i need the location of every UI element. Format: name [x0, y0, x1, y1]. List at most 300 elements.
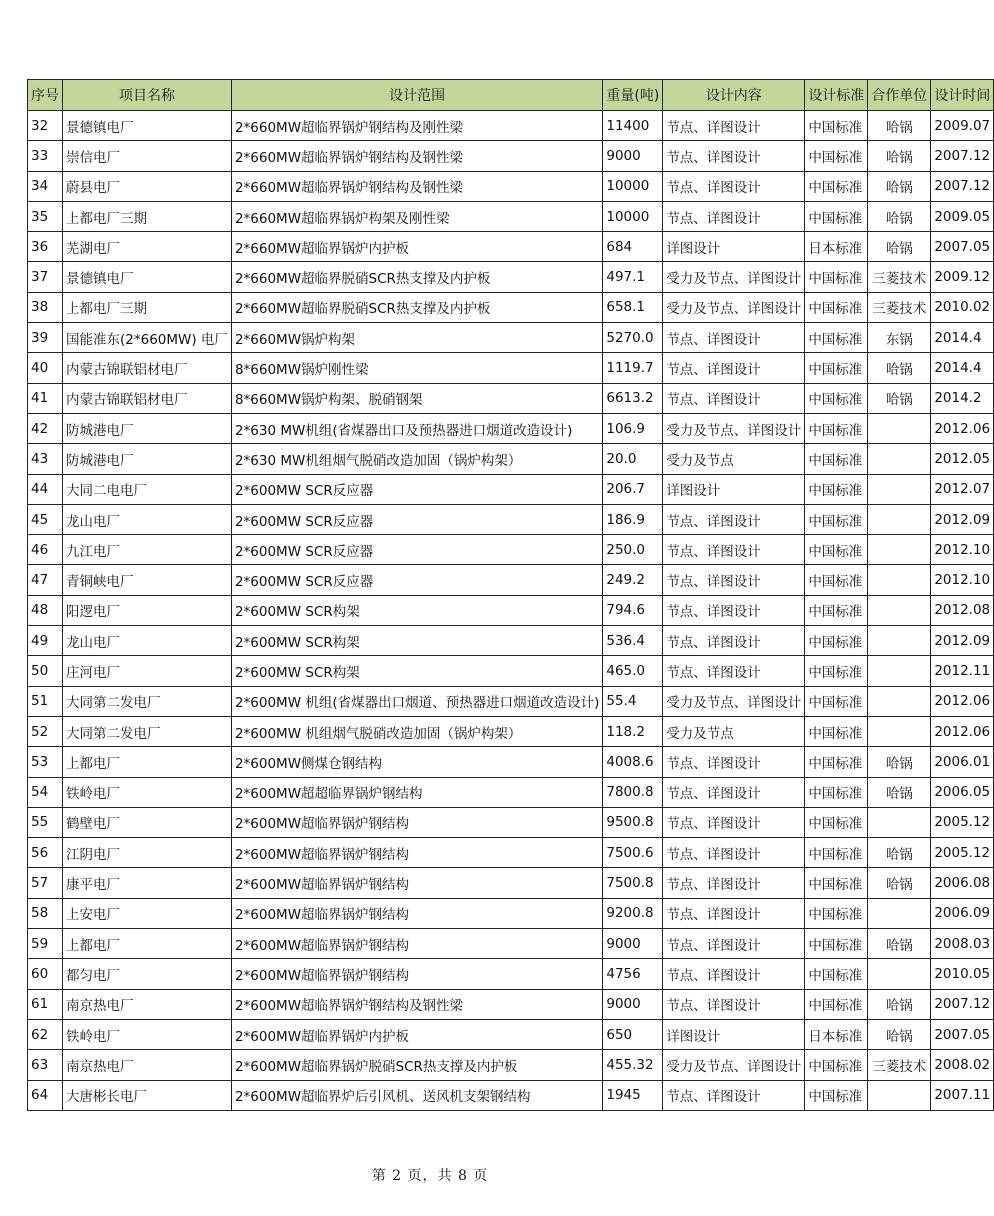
cell-design-scope: 2*600MW超临界锅炉钢结构 [231, 807, 602, 837]
cell-project-name: 崇信电厂 [63, 141, 232, 171]
cell-design-content: 受力及节点、详图设计 [663, 686, 805, 716]
cell-design-scope: 2*600MW 机组烟气脱硝改造加固（锅炉构架） [231, 716, 602, 746]
cell-no: 34 [28, 171, 63, 201]
cell-weight: 118.2 [603, 716, 663, 746]
cell-no: 54 [28, 777, 63, 807]
cell-partner [868, 565, 931, 595]
cell-weight: 106.9 [603, 413, 663, 443]
cell-design-scope: 2*600MW超临界炉后引风机、送风机支架钢结构 [231, 1080, 602, 1110]
cell-no: 33 [28, 141, 63, 171]
cell-no: 61 [28, 989, 63, 1019]
cell-weight: 206.7 [603, 474, 663, 504]
cell-partner [868, 1080, 931, 1110]
cell-no: 51 [28, 686, 63, 716]
cell-design-standard: 中国标准 [805, 111, 868, 141]
cell-design-content: 受力及节点、详图设计 [663, 262, 805, 292]
cell-weight: 497.1 [603, 262, 663, 292]
table-row [28, 292, 994, 322]
cell-no: 40 [28, 353, 63, 383]
cell-design-content: 节点、详图设计 [663, 898, 805, 928]
cell-project-name: 防城港电厂 [63, 444, 232, 474]
cell-project-name: 上都电厂三期 [63, 292, 232, 322]
table-row [28, 929, 994, 959]
table-row [28, 1080, 994, 1110]
cell-design-content: 受力及节点、详图设计 [663, 1050, 805, 1080]
cell-project-name: 防城港电厂 [63, 413, 232, 443]
cell-design-scope: 2*630 MW机组烟气脱硝改造加固（锅炉构架） [231, 444, 602, 474]
cell-design-content: 节点、详图设计 [663, 1080, 805, 1110]
cell-design-standard: 中国标准 [805, 504, 868, 534]
cell-weight: 6613.2 [603, 383, 663, 413]
cell-weight: 7500.8 [603, 868, 663, 898]
cell-design-scope: 2*660MW超临界脱硝SCR热支撑及内护板 [231, 292, 602, 322]
cell-design-date: 2009.05 [931, 201, 994, 231]
cell-design-content: 节点、详图设计 [663, 747, 805, 777]
cell-design-date: 2012.08 [931, 595, 994, 625]
cell-weight: 1119.7 [603, 353, 663, 383]
cell-design-content: 详图设计 [663, 474, 805, 504]
cell-design-date: 2012.10 [931, 565, 994, 595]
cell-weight: 186.9 [603, 504, 663, 534]
cell-weight: 536.4 [603, 626, 663, 656]
cell-design-scope: 2*630 MW机组(省煤器出口及预热器进口烟道改造设计) [231, 413, 602, 443]
cell-design-scope: 2*660MW超临界锅炉钢结构及刚性梁 [231, 111, 602, 141]
cell-no: 58 [28, 898, 63, 928]
cell-design-date: 2007.11 [931, 1080, 994, 1110]
cell-design-date: 2007.05 [931, 232, 994, 262]
cell-design-standard: 中国标准 [805, 141, 868, 171]
cell-no: 41 [28, 383, 63, 413]
cell-partner: 哈锅 [868, 989, 931, 1019]
cell-weight: 249.2 [603, 565, 663, 595]
cell-design-date: 2006.08 [931, 868, 994, 898]
cell-project-name: 蔚县电厂 [63, 171, 232, 201]
table-row [28, 656, 994, 686]
table-row [28, 535, 994, 565]
cell-project-name: 龙山电厂 [63, 626, 232, 656]
cell-design-standard: 中国标准 [805, 656, 868, 686]
cell-design-date: 2008.03 [931, 929, 994, 959]
cell-design-date: 2009.07 [931, 111, 994, 141]
table-row [28, 141, 994, 171]
cell-weight: 55.4 [603, 686, 663, 716]
cell-design-scope: 2*600MW SCR反应器 [231, 535, 602, 565]
cell-design-scope: 2*660MW超临界脱硝SCR热支撑及内护板 [231, 262, 602, 292]
cell-no: 42 [28, 413, 63, 443]
cell-design-standard: 中国标准 [805, 535, 868, 565]
cell-design-standard: 中国标准 [805, 383, 868, 413]
cell-project-name: 庄河电厂 [63, 656, 232, 686]
cell-design-content: 受力及节点 [663, 444, 805, 474]
cell-partner: 哈锅 [868, 747, 931, 777]
cell-design-standard: 中国标准 [805, 323, 868, 353]
cell-design-standard: 中国标准 [805, 716, 868, 746]
table-row [28, 474, 994, 504]
cell-design-date: 2012.11 [931, 656, 994, 686]
cell-design-content: 节点、详图设计 [663, 807, 805, 837]
project-table [27, 79, 994, 1111]
cell-design-standard: 日本标准 [805, 1019, 868, 1049]
table-row [28, 413, 994, 443]
cell-weight: 455.32 [603, 1050, 663, 1080]
cell-project-name: 上都电厂 [63, 747, 232, 777]
cell-partner [868, 626, 931, 656]
cell-partner: 三菱技术 [868, 262, 931, 292]
cell-design-scope: 2*600MW超临界锅炉钢结构 [231, 838, 602, 868]
cell-no: 36 [28, 232, 63, 262]
table-row [28, 232, 994, 262]
cell-design-date: 2014.4 [931, 323, 994, 353]
cell-weight: 7500.6 [603, 838, 663, 868]
cell-design-standard: 中国标准 [805, 262, 868, 292]
cell-design-scope: 2*600MW SCR反应器 [231, 504, 602, 534]
table-row [28, 444, 994, 474]
cell-design-content: 节点、详图设计 [663, 171, 805, 201]
cell-design-standard: 中国标准 [805, 413, 868, 443]
cell-design-scope: 2*660MW超临界锅炉内护板 [231, 232, 602, 262]
table-row [28, 777, 994, 807]
cell-no: 50 [28, 656, 63, 686]
cell-design-scope: 2*600MW SCR反应器 [231, 565, 602, 595]
cell-weight: 1945 [603, 1080, 663, 1110]
cell-design-standard: 中国标准 [805, 838, 868, 868]
cell-design-scope: 2*600MW超临界锅炉脱硝SCR热支撑及内护板 [231, 1050, 602, 1080]
cell-project-name: 大唐彬长电厂 [63, 1080, 232, 1110]
cell-partner: 三菱技术 [868, 292, 931, 322]
cell-no: 39 [28, 323, 63, 353]
cell-design-standard: 中国标准 [805, 686, 868, 716]
cell-weight: 11400 [603, 111, 663, 141]
cell-no: 62 [28, 1019, 63, 1049]
cell-design-content: 节点、详图设计 [663, 111, 805, 141]
table-row [28, 807, 994, 837]
cell-project-name: 康平电厂 [63, 868, 232, 898]
header-design-date: 设计时间 [931, 80, 994, 111]
cell-design-date: 2006.01 [931, 747, 994, 777]
cell-design-standard: 中国标准 [805, 595, 868, 625]
cell-partner [868, 716, 931, 746]
cell-project-name: 南京热电厂 [63, 1050, 232, 1080]
cell-partner [868, 959, 931, 989]
table-row [28, 1050, 994, 1080]
cell-project-name: 内蒙古锦联铝材电厂 [63, 353, 232, 383]
cell-no: 49 [28, 626, 63, 656]
cell-design-date: 2010.05 [931, 959, 994, 989]
cell-design-date: 2007.12 [931, 171, 994, 201]
cell-project-name: 芜湖电厂 [63, 232, 232, 262]
cell-design-scope: 2*600MW超临界锅炉钢结构 [231, 898, 602, 928]
cell-partner: 东锅 [868, 323, 931, 353]
cell-design-scope: 2*600MW SCR构架 [231, 656, 602, 686]
table-row [28, 626, 994, 656]
cell-design-content: 节点、详图设计 [663, 383, 805, 413]
cell-project-name: 九江电厂 [63, 535, 232, 565]
cell-partner [868, 898, 931, 928]
cell-design-date: 2006.05 [931, 777, 994, 807]
header-design-standard: 设计标准 [805, 80, 868, 111]
cell-design-content: 节点、详图设计 [663, 353, 805, 383]
cell-partner [868, 595, 931, 625]
cell-design-content: 受力及节点、详图设计 [663, 292, 805, 322]
cell-design-scope: 2*660MW超临界锅炉钢结构及钢性梁 [231, 141, 602, 171]
cell-design-date: 2007.12 [931, 141, 994, 171]
cell-weight: 9000 [603, 141, 663, 171]
table-row [28, 171, 994, 201]
cell-design-content: 节点、详图设计 [663, 838, 805, 868]
cell-project-name: 江阴电厂 [63, 838, 232, 868]
cell-weight: 794.6 [603, 595, 663, 625]
cell-project-name: 景德镇电厂 [63, 262, 232, 292]
cell-design-scope: 2*600MW超超临界锅炉钢结构 [231, 777, 602, 807]
cell-design-date: 2007.12 [931, 989, 994, 1019]
cell-no: 35 [28, 201, 63, 231]
cell-design-standard: 中国标准 [805, 565, 868, 595]
cell-design-standard: 中国标准 [805, 474, 868, 504]
cell-no: 43 [28, 444, 63, 474]
cell-no: 64 [28, 1080, 63, 1110]
cell-design-content: 节点、详图设计 [663, 323, 805, 353]
header-project-name: 项目名称 [63, 80, 232, 111]
cell-design-content: 节点、详图设计 [663, 989, 805, 1019]
cell-weight: 7800.8 [603, 777, 663, 807]
cell-design-scope: 2*600MW 机组(省煤器出口烟道、预热器进口烟道改造设计) [231, 686, 602, 716]
cell-design-content: 详图设计 [663, 232, 805, 262]
cell-design-content: 节点、详图设计 [663, 535, 805, 565]
cell-design-date: 2012.10 [931, 535, 994, 565]
table-header-row [28, 80, 994, 111]
cell-design-date: 2012.06 [931, 686, 994, 716]
cell-partner: 哈锅 [868, 201, 931, 231]
cell-no: 56 [28, 838, 63, 868]
cell-design-scope: 2*600MW超临界锅炉内护板 [231, 1019, 602, 1049]
cell-weight: 9200.8 [603, 898, 663, 928]
cell-design-date: 2005.12 [931, 838, 994, 868]
cell-design-scope: 2*600MW超临界锅炉钢结构及钢性梁 [231, 989, 602, 1019]
cell-partner [868, 413, 931, 443]
cell-design-scope: 2*600MW超临界锅炉钢结构 [231, 929, 602, 959]
cell-partner: 哈锅 [868, 353, 931, 383]
cell-project-name: 上都电厂三期 [63, 201, 232, 231]
cell-design-date: 2014.4 [931, 353, 994, 383]
table-row [28, 111, 994, 141]
table-row [28, 716, 994, 746]
cell-no: 53 [28, 747, 63, 777]
table-row [28, 838, 994, 868]
cell-design-date: 2014.2 [931, 383, 994, 413]
cell-no: 38 [28, 292, 63, 322]
page-number: 第 2 页，共 8 页 [371, 1168, 489, 1184]
cell-partner [868, 686, 931, 716]
cell-no: 57 [28, 868, 63, 898]
cell-project-name: 龙山电厂 [63, 504, 232, 534]
cell-design-content: 节点、详图设计 [663, 656, 805, 686]
cell-weight: 4756 [603, 959, 663, 989]
cell-design-content: 受力及节点 [663, 716, 805, 746]
cell-design-date: 2009.12 [931, 262, 994, 292]
cell-design-standard: 中国标准 [805, 989, 868, 1019]
cell-project-name: 国能准东(2*660MW) 电厂 [63, 323, 232, 353]
header-partner: 合作单位 [868, 80, 931, 111]
cell-partner: 哈锅 [868, 838, 931, 868]
cell-no: 46 [28, 535, 63, 565]
cell-design-date: 2012.06 [931, 716, 994, 746]
cell-design-content: 节点、详图设计 [663, 504, 805, 534]
cell-design-date: 2008.02 [931, 1050, 994, 1080]
cell-design-standard: 中国标准 [805, 898, 868, 928]
cell-project-name: 都匀电厂 [63, 959, 232, 989]
table-row [28, 1019, 994, 1049]
cell-design-content: 节点、详图设计 [663, 959, 805, 989]
cell-partner: 哈锅 [868, 383, 931, 413]
table-row [28, 383, 994, 413]
cell-weight: 10000 [603, 171, 663, 201]
cell-design-date: 2012.05 [931, 444, 994, 474]
cell-design-standard: 中国标准 [805, 1050, 868, 1080]
cell-weight: 5270.0 [603, 323, 663, 353]
cell-design-standard: 中国标准 [805, 807, 868, 837]
cell-design-scope: 2*660MW超临界锅炉构架及刚性梁 [231, 201, 602, 231]
cell-partner [868, 474, 931, 504]
cell-design-standard: 中国标准 [805, 201, 868, 231]
cell-design-date: 2012.06 [931, 413, 994, 443]
cell-design-scope: 2*660MW超临界锅炉钢结构及钢性梁 [231, 171, 602, 201]
cell-no: 47 [28, 565, 63, 595]
cell-no: 59 [28, 929, 63, 959]
cell-weight: 9000 [603, 929, 663, 959]
table-row [28, 504, 994, 534]
table-row [28, 868, 994, 898]
table-row [28, 989, 994, 1019]
cell-project-name: 大同第二发电厂 [63, 686, 232, 716]
cell-partner: 哈锅 [868, 141, 931, 171]
cell-design-date: 2012.09 [931, 504, 994, 534]
cell-no: 52 [28, 716, 63, 746]
cell-partner: 哈锅 [868, 929, 931, 959]
header-weight: 重量(吨) [603, 80, 663, 111]
cell-project-name: 大同二电电厂 [63, 474, 232, 504]
cell-design-standard: 中国标准 [805, 747, 868, 777]
table-body [28, 111, 994, 1111]
cell-weight: 9500.8 [603, 807, 663, 837]
cell-design-scope: 2*660MW锅炉构架 [231, 323, 602, 353]
cell-design-scope: 2*600MW超临界锅炉钢结构 [231, 959, 602, 989]
cell-design-standard: 中国标准 [805, 444, 868, 474]
header-design-scope: 设计范围 [231, 80, 602, 111]
cell-design-scope: 2*600MW SCR构架 [231, 626, 602, 656]
cell-no: 48 [28, 595, 63, 625]
cell-project-name: 上安电厂 [63, 898, 232, 928]
cell-partner: 哈锅 [868, 171, 931, 201]
cell-project-name: 铁岭电厂 [63, 777, 232, 807]
cell-project-name: 大同第二发电厂 [63, 716, 232, 746]
cell-design-content: 节点、详图设计 [663, 777, 805, 807]
table-row [28, 686, 994, 716]
cell-design-content: 节点、详图设计 [663, 929, 805, 959]
cell-project-name: 鹤壁电厂 [63, 807, 232, 837]
cell-partner: 哈锅 [868, 111, 931, 141]
table-row [28, 565, 994, 595]
cell-design-scope: 2*600MW侧煤仓钢结构 [231, 747, 602, 777]
cell-design-standard: 中国标准 [805, 777, 868, 807]
cell-partner: 哈锅 [868, 1019, 931, 1049]
table-row [28, 595, 994, 625]
cell-project-name: 青铜峡电厂 [63, 565, 232, 595]
cell-design-content: 节点、详图设计 [663, 626, 805, 656]
cell-design-standard: 中国标准 [805, 1080, 868, 1110]
cell-weight: 250.0 [603, 535, 663, 565]
cell-project-name: 铁岭电厂 [63, 1019, 232, 1049]
cell-partner: 哈锅 [868, 232, 931, 262]
table-row [28, 323, 994, 353]
cell-no: 44 [28, 474, 63, 504]
cell-project-name: 阳逻电厂 [63, 595, 232, 625]
cell-design-scope: 2*600MW超临界锅炉钢结构 [231, 868, 602, 898]
cell-design-content: 节点、详图设计 [663, 201, 805, 231]
cell-design-date: 2007.05 [931, 1019, 994, 1049]
cell-weight: 20.0 [603, 444, 663, 474]
cell-project-name: 南京热电厂 [63, 989, 232, 1019]
table-row [28, 262, 994, 292]
cell-design-standard: 中国标准 [805, 959, 868, 989]
cell-design-content: 节点、详图设计 [663, 595, 805, 625]
cell-design-scope: 8*660MW锅炉构架、脱硝钢架 [231, 383, 602, 413]
cell-weight: 10000 [603, 201, 663, 231]
table-row [28, 353, 994, 383]
cell-design-standard: 日本标准 [805, 232, 868, 262]
cell-partner [868, 444, 931, 474]
cell-project-name: 上都电厂 [63, 929, 232, 959]
cell-design-standard: 中国标准 [805, 353, 868, 383]
table-row [28, 898, 994, 928]
cell-partner [868, 656, 931, 686]
cell-design-date: 2010.02 [931, 292, 994, 322]
cell-design-content: 详图设计 [663, 1019, 805, 1049]
cell-partner: 三菱技术 [868, 1050, 931, 1080]
cell-partner [868, 504, 931, 534]
cell-design-content: 节点、详图设计 [663, 868, 805, 898]
cell-weight: 650 [603, 1019, 663, 1049]
cell-partner: 哈锅 [868, 868, 931, 898]
cell-partner [868, 535, 931, 565]
cell-design-standard: 中国标准 [805, 929, 868, 959]
cell-design-standard: 中国标准 [805, 868, 868, 898]
cell-no: 60 [28, 959, 63, 989]
cell-weight: 684 [603, 232, 663, 262]
cell-partner: 哈锅 [868, 777, 931, 807]
cell-weight: 658.1 [603, 292, 663, 322]
cell-design-standard: 中国标准 [805, 171, 868, 201]
cell-no: 55 [28, 807, 63, 837]
cell-design-scope: 2*600MW SCR构架 [231, 595, 602, 625]
cell-design-standard: 中国标准 [805, 626, 868, 656]
cell-no: 37 [28, 262, 63, 292]
cell-design-standard: 中国标准 [805, 292, 868, 322]
cell-design-date: 2012.07 [931, 474, 994, 504]
cell-design-scope: 8*660MW锅炉刚性梁 [231, 353, 602, 383]
cell-design-date: 2005.12 [931, 807, 994, 837]
cell-project-name: 景德镇电厂 [63, 111, 232, 141]
table-row [28, 201, 994, 231]
table-row [28, 959, 994, 989]
cell-project-name: 内蒙古锦联铝材电厂 [63, 383, 232, 413]
cell-design-scope: 2*600MW SCR反应器 [231, 474, 602, 504]
cell-no: 45 [28, 504, 63, 534]
cell-design-content: 节点、详图设计 [663, 565, 805, 595]
cell-design-content: 受力及节点、详图设计 [663, 413, 805, 443]
table-row [28, 747, 994, 777]
header-no: 序号 [28, 80, 63, 111]
cell-no: 32 [28, 111, 63, 141]
